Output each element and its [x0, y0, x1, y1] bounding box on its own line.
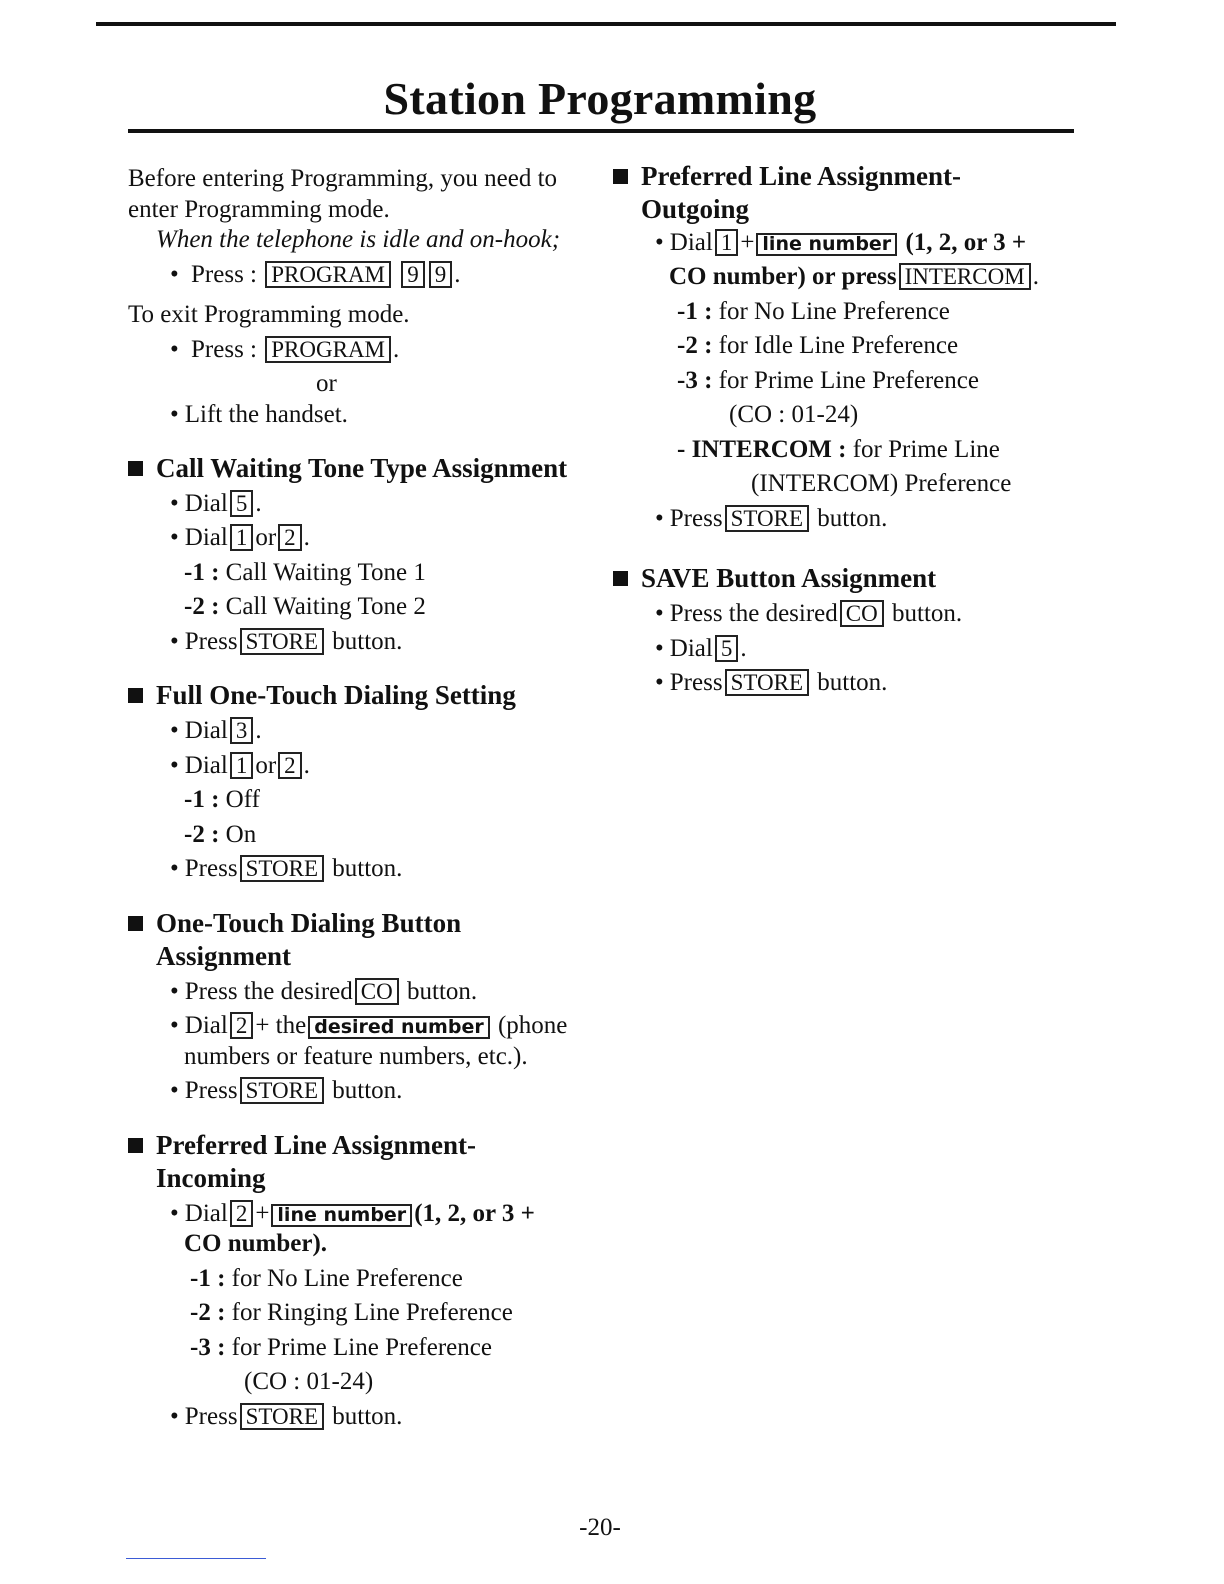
intro-condition: When the telephone is idle and on-hook; — [156, 226, 561, 253]
exit-line: To exit Programming mode. — [128, 301, 410, 328]
po-co-range: (CO : 01-24) — [729, 401, 859, 429]
square-bullet-icon — [128, 1138, 143, 1153]
pi-option-1: -1 : for No Line Preference — [190, 1264, 463, 1292]
preferred-incoming-heading: Preferred Line Assignment- Incoming — [128, 1129, 598, 1195]
intro-line-2: enter Programming mode. — [128, 195, 390, 223]
exit-press-label: Press : — [191, 335, 257, 363]
key-3: 3 — [230, 717, 254, 744]
or-text: or — [316, 370, 337, 397]
key-2: 2 — [278, 752, 302, 779]
po-option-3: -3 : for Prime Line Preference — [677, 366, 979, 394]
one-touch-button-heading: One-Touch Dialing Button Assignment — [128, 907, 598, 973]
otb-press-store: • Press STORE button. — [128, 1076, 598, 1107]
store-key: STORE — [240, 1077, 324, 1104]
enter-press-step: • Press : PROGRAM 9 9 . — [128, 260, 598, 291]
otb-press-co: • Press the desired CO button. — [128, 977, 598, 1008]
pi-option-2: -2 : for Ringing Line Preference — [190, 1299, 513, 1327]
key-5: 5 — [230, 490, 254, 517]
fot-option-1: -1 : Off — [184, 786, 260, 814]
full-one-touch-heading: Full One-Touch Dialing Setting — [128, 679, 598, 712]
press-label: Press : — [191, 260, 257, 288]
preferred-incoming-section — [128, 1129, 598, 1432]
po-press-store: • Press STORE button. — [613, 504, 1093, 535]
co-key: CO — [355, 978, 399, 1005]
sb-press-store: • Press STORE button. — [613, 668, 1093, 699]
key-5: 5 — [715, 635, 739, 662]
save-button-section — [613, 562, 1093, 698]
key-9-first: 9 — [401, 261, 425, 288]
line-number-key: line number — [271, 1204, 412, 1227]
page-number: -20- — [579, 1514, 621, 1541]
preferred-outgoing-section — [613, 160, 1093, 534]
key-2: 2 — [230, 1012, 254, 1039]
store-key: STORE — [240, 1403, 324, 1430]
pi-dial-cont: CO number). — [184, 1230, 328, 1258]
square-bullet-icon — [613, 169, 628, 184]
footer-rule — [126, 1558, 266, 1559]
save-button-heading: SAVE Button Assignment — [613, 562, 1093, 595]
square-bullet-icon — [128, 916, 143, 931]
sb-press-co: • Press the desired CO button. — [613, 599, 1093, 630]
key-9-second: 9 — [429, 261, 453, 288]
key-1: 1 — [715, 229, 739, 256]
cw-option-2: -2 : Call Waiting Tone 2 — [184, 593, 426, 621]
pi-press-store: • Press STORE button. — [128, 1402, 598, 1433]
left-column — [128, 164, 598, 1436]
otb-dial-2-cont: numbers or feature numbers, etc.). — [184, 1042, 528, 1070]
call-waiting-section — [128, 452, 598, 657]
program-key: PROGRAM — [265, 261, 391, 288]
otb-dial-2: • Dial 2 + the desired number (phone — [128, 1011, 598, 1042]
store-key: STORE — [240, 628, 324, 655]
title-rule — [128, 129, 1074, 133]
top-rule — [96, 22, 1116, 26]
key-1: 1 — [230, 524, 254, 551]
right-column — [613, 160, 1093, 703]
desired-number-key: desired number — [308, 1016, 490, 1039]
store-key: STORE — [240, 855, 324, 882]
intro-block — [128, 164, 598, 430]
po-intercom-cont: (INTERCOM) Preference — [751, 470, 1012, 498]
po-option-2: -2 : for Idle Line Preference — [677, 332, 959, 360]
store-key: STORE — [725, 669, 809, 696]
po-intercom-option: - INTERCOM : for Prime Line — [677, 435, 1000, 463]
square-bullet-icon — [128, 461, 143, 476]
po-dial-cont: CO number) or press INTERCOM . — [669, 263, 1039, 291]
fot-option-2: -2 : On — [184, 820, 257, 848]
key-1: 1 — [230, 752, 254, 779]
square-bullet-icon — [128, 688, 143, 703]
line-number-key: line number — [756, 233, 897, 256]
intro-line-1: Before entering Programming, you need to — [128, 165, 558, 192]
sb-dial-5: • Dial 5 . — [613, 634, 1093, 665]
cw-dial-1-or-2: • Dial 1 or 2 . — [128, 523, 598, 554]
square-bullet-icon — [613, 571, 628, 586]
po-option-1: -1 : for No Line Preference — [677, 297, 950, 325]
po-dial-1: • Dial 1 + line number (1, 2, or 3 + — [613, 228, 1093, 259]
exit-press-step: • Press : PROGRAM . — [128, 335, 598, 366]
fot-press-store: • Press STORE button. — [128, 854, 598, 885]
exit-program-key: PROGRAM — [265, 336, 391, 363]
cw-dial-5: • Dial 5 . — [128, 489, 598, 520]
call-waiting-heading: Call Waiting Tone Type Assignment — [128, 452, 598, 485]
page-title: Station Programming — [383, 73, 817, 124]
fot-dial-3: • Dial 3 . — [128, 716, 598, 747]
intercom-key: INTERCOM — [899, 263, 1031, 290]
key-2: 2 — [230, 1200, 254, 1227]
preferred-outgoing-heading: Preferred Line Assignment- Outgoing — [613, 160, 1093, 226]
pi-dial-2: • Dial 2 + line number (1, 2, or 3 + — [128, 1199, 598, 1230]
pi-option-3: -3 : for Prime Line Preference — [190, 1333, 492, 1361]
co-key: CO — [840, 600, 884, 627]
lift-handset-step: • Lift the handset. — [128, 400, 598, 431]
cw-option-1: -1 : Call Waiting Tone 1 — [184, 558, 426, 586]
pi-co-range: (CO : 01-24) — [244, 1368, 374, 1396]
cw-press-store: • Press STORE button. — [128, 627, 598, 658]
one-touch-button-section — [128, 907, 598, 1107]
store-key: STORE — [725, 505, 809, 532]
key-2: 2 — [278, 524, 302, 551]
full-one-touch-section — [128, 679, 598, 884]
fot-dial-1-or-2: • Dial 1 or 2 . — [128, 751, 598, 782]
